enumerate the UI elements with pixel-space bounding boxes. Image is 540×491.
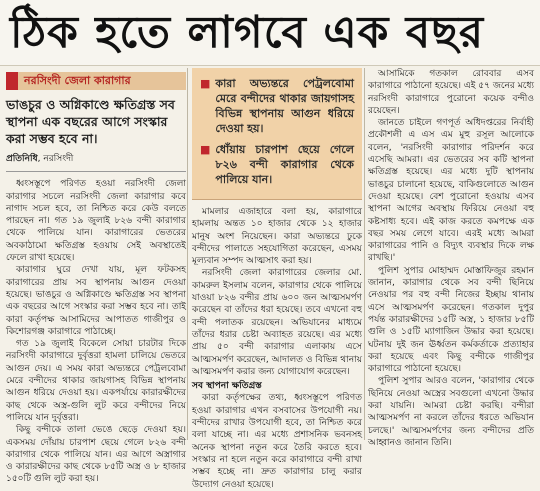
paragraph: আসামিকে গতকাল রোববার এসব কারাগারে পাঠানো হয়েছে। এই ৫৭ জনের মধ্যে নরসিংদী কারাগারে পুরোনো কয়েক বন্দীও রয়েছেন। — [368, 69, 534, 116]
byline-divider — [6, 171, 186, 172]
section-tag — [6, 72, 186, 90]
column-3 — [368, 68, 534, 449]
paragraph: গত ১৯ জুলাই বিকেলে সোয়া চারটার দিকে নরসিংদী কারাগারে দুর্বৃত্তরা হামলা চালিয়ে ভেতরে আগুন দেয়। এ সময় কারা অভ্যন্তরে পেট্রলবোমা মেরে বন্দীদের থাকার জায়গাসহ বিভিন্ন স্থাপনায় আগুন ধরিয়ে দেওয়া হয়। একপর্যায়ে কারারক্ষীদের কাছ থেকে অস্ত্র-গুলি লুট করে বন্দীদের নিয়ে পালিয়ে যান দুর্বৃত্তরা। — [6, 339, 186, 423]
paragraph: পুলিশ সুপার মোহাম্মদ মোস্তাফিজুর রহমান জানান, কারাগার থেকে সব বন্দী ছিনিয়ে নেওয়ার পর বহু বন্দী নিজের ইচ্ছায় থানায় এসে আত্মসমর্পণ করেছেন। গতকাল দুপুর পর্যন্ত কারারক্ষীদের ১৫টি অস্ত্র, ১ হাজার ৮৫টি গুলি ও ১৫টি ম্যাগাজিন উদ্ধার করা হয়েছে। ঘটনায় দুই জন ঊর্ধ্বতন কর্মকর্তাকে প্রত্যাহার করা হয়েছে এবং কিছু বন্দীকে গাজীপুর কারাগারে পাঠানো হয়েছে। — [368, 265, 534, 375]
column-1 — [6, 68, 186, 486]
bullet-icon: ■ — [200, 77, 211, 90]
tag-label: নরসিংদী জেলা কারাগার — [18, 72, 186, 90]
column-divider — [364, 68, 365, 440]
paragraph: কারা কর্তৃপক্ষের তথ্য, ধ্বংসস্তূপে পরিণত হওয়া কারাগার এখন বসবাসের উপযোগী নয়। বন্দীদের রাখার উপযোগী হবে, তা নিশ্চিত করে বলা যাচ্ছে না। এর মধ্যে প্রশাসনিক ভবনসহ অনেক স্থাপনা নতুন করে তৈরি করতে হবে। সংস্কার না হলে নতুন করে কারাগারে বন্দী রাখা সম্ভব হচ্ছে না। দ্রুত কারাগার চালু করার উদ্যোগ নেওয়া হয়েছে। — [192, 393, 362, 490]
paragraph: জানতে চাইলে গণপূর্ত অধিদপ্তরের নির্বাহী প্রকৌশলী এ এস এম মুহু রসূল আলোকে বলেন, 'নরসিংদী কারাগার পরিদর্শন করে এসেছি আমরা। এর ভেতরের সব কটি স্থাপনা ক্ষতিগ্রস্ত হয়েছে। এর মধ্যে দুটি স্থাপনায় ভাঙচুর চালানো হয়েছে, বাকিগুলোতে আগুন দেওয়া হয়েছে। বেশ পুরোনো হওয়ায় এসব স্থাপনা আগের অবস্থায় ফিরিয়ে নেওয়া বহু কষ্টসাধ্য হবে। এই কাজ করতে কমপক্ষে এক বছর সময় লেগে যাবে। এরই মধ্যে আমরা কারাগারের পানি ও বিদ্যুৎ ব্যবস্থার দিকে লক্ষ রাখছি।' — [368, 118, 534, 264]
paragraph: কারাগার ঘুরে দেখা যায়, মূল ফটকসহ কারাগারের প্রায় সব স্থাপনায় আগুন দেওয়া হয়েছে। ভাঙচুর ও অগ্নিকাণ্ডে ক্ষতিগ্রস্ত সব স্থাপনা এক বছরের আগে সংস্কার করা সম্ভব হবে না। তাই কারা কর্তৃপক্ষ আসামিদের আপাতত গাজীপুর ও কিশোরগঞ্জ কারাগারে পাঠাচ্ছে। — [6, 265, 186, 337]
bullet-icon: ■ — [200, 143, 211, 156]
headline: ঠিক হতে লাগবে এক বছর — [10, 6, 485, 58]
headline-banner — [0, 0, 540, 66]
paragraph: নরসিংদী জেলা কারাগারের জেলার মো. কামরুল ইসলাম বলেন, কারাগার থেকে পালিয়ে যাওয়া ৮২৬ বন্দীর প্রায় ৬০০ জন আত্মসমর্পণ করেছেন বা তাঁদের ধরা হয়েছে। তবে এখনো বহু বন্দী পলাতক রয়েছেন। অভিযানের মাধ্যমে তাঁদের ধরার চেষ্টা অব্যাহত রয়েছে। এর মধ্যে প্রায় ৫০ বন্দী কারাগার এলাকায় এসে আত্মসমর্পণ করেছেন, আদালত ও বিভিন্ন থানায় আত্মসমর্পণ করার জন্য যোগাযোগ করেছেন। — [192, 268, 362, 377]
byline-name: প্রতিনিধি — [6, 154, 38, 164]
subheading: সব স্থাপনা ক্ষতিগ্রস্ত — [192, 381, 262, 392]
paragraph: কিছু বন্দীকে তালা ভেঙে ছেড়ে দেওয়া হয়। একসময় দোঁয়ায় চারপাশ ছেয়ে গেলে ৮২৬ বন্দী কারাগার থেকে পালিয়ে যান। এর আগে অস্ত্রাগার ও কারারক্ষীদের কাছ থেকে ৮৫টি অস্ত্র ও ৮ হাজার ১৫০টি গুলি লুট করা হয়। — [6, 425, 186, 485]
paragraph: পুলিশ সুপার আরও বলেন, 'কারাগার থেকে ছিনিয়ে নেওয়া অস্ত্রের সবগুলো এখনো উদ্ধার করা যায়নি। আমরা চেষ্টা করছি। বন্দীরা আত্মসমর্পণ না করলে তাঁদের ধরতে অভিযান চলছে।' আত্মসমর্পণের জন্য বন্দীদের প্রতি আহ্বানও জানান তিনি। — [368, 376, 534, 448]
paragraph: ধ্বংসস্তূপে পরিণত হওয়া নরসিংদী জেলা কারাগার সচলে নরসিংদী জেলা কারাগার কবে নাগাদ সচল হবে, তা নিশ্চিত করে কেউ বলতে পারছেন না। গত ১৯ জুলাই ৮২৬ বন্দী কারাগার থেকে পালিয়ে যান। কারাগারের ভেতরের অবকাঠামো ক্ষতিগ্রস্ত হওয়ায় সেই অবস্থাতেই ফেলে রাখা হয়েছে। — [6, 179, 186, 264]
pull-quote-text: কারা অভ্যন্তরে পেট্রলবোমা মেরে বন্দীদের থাকার জায়গাসহ বিভিন্ন স্থাপনায় আগুন ধরিয়ে দেওয়া হয়। — [215, 77, 354, 135]
byline-place: , নরসিংদী — [37, 154, 74, 164]
paragraph: মামলার এজাহারে বলা হয়, কারাগারে হামলায় অন্তত ১০ হাজার থেকে ১২ হাজার মানুষ অংশ নিয়েছেন। কারা অভ্যন্তরে ঢুকে বন্দীদের পালাতে সহযোগিতা করেছেন, এসময় মূল্যবান সম্পদ আত্মসাৎ করা হয়। — [192, 207, 362, 267]
column-divider — [187, 68, 188, 440]
pull-quote-box — [192, 68, 362, 200]
byline — [6, 153, 186, 165]
pull-quote-text: ধোঁয়ায় চারপাশ ছেয়ে গেলে ৮২৬ বন্দী কারাগার থেকে পালিয়ে যান। — [215, 143, 354, 186]
pull-quote — [200, 76, 354, 136]
tag-accent-bar — [6, 72, 18, 90]
column-2 — [192, 68, 362, 491]
pull-quote — [200, 142, 354, 187]
lede: ভাঙচুর ও অগ্নিকাণ্ডে ক্ষতিগ্রস্ত সব স্থাপনা এক বছরের আগে সংস্কার করা সম্ভব হবে না। — [6, 97, 175, 146]
